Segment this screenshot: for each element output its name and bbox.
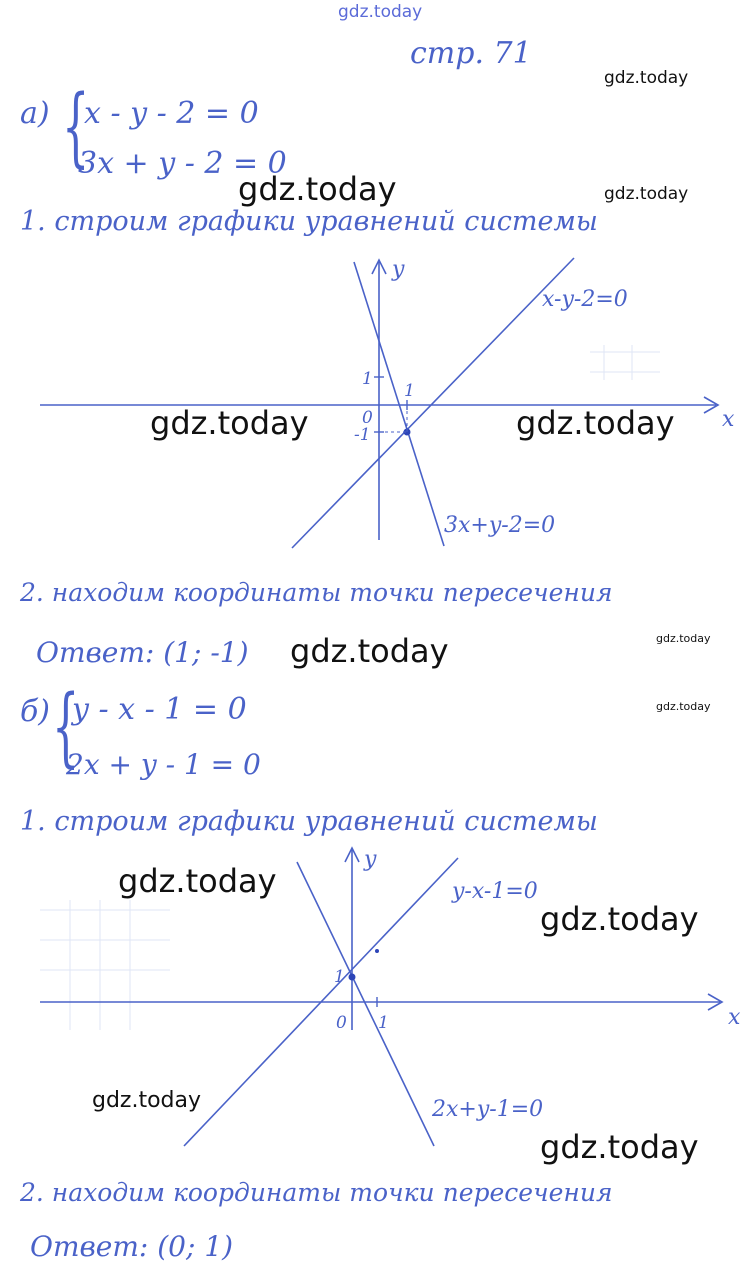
tick-x-1-label: 1: [378, 1013, 389, 1033]
origin-label: 0: [336, 1013, 347, 1033]
watermark: gdz.today: [540, 900, 699, 938]
faint-grid: [590, 345, 660, 380]
axis-x-label: x: [728, 1005, 741, 1030]
watermark: gdz.today: [150, 404, 309, 442]
part-a-marker: а): [20, 96, 50, 131]
part-a-answer: Ответ: (1; -1): [36, 636, 249, 669]
part-b-marker: б): [20, 694, 51, 729]
watermark: gdz.today: [290, 632, 449, 670]
line1-label: y-x-1=0: [452, 879, 538, 904]
line2-label: 2x+y-1=0: [432, 1097, 544, 1122]
intersection-point: [349, 974, 356, 981]
part-b-answer: Ответ: (0; 1): [30, 1230, 234, 1263]
part-a-step-2: 2. находим координаты точки пересечения: [20, 578, 613, 607]
part-a-step-1: 1. строим графики уравнений системы: [20, 206, 598, 237]
watermark: gdz.today: [604, 68, 689, 88]
part-a-equation-1: x - y - 2 = 0: [84, 96, 259, 131]
tick-y-1-label: 1: [334, 967, 345, 987]
watermark: gdz.today: [656, 700, 711, 713]
part-b-equation-1: y - x - 1 = 0: [72, 692, 247, 727]
watermark: gdz.today: [656, 632, 711, 645]
tick-y-neg1-label: -1: [354, 425, 371, 445]
part-b-step-1: 1. строим графики уравнений системы: [20, 806, 598, 837]
faint-grid: [40, 900, 170, 1030]
page-reference: стр. 71: [410, 36, 532, 71]
watermark: gdz.today: [118, 862, 277, 900]
part-a-equation-2: 3x + y - 2 = 0: [78, 146, 287, 181]
part-b-system-brace: {: [52, 677, 80, 777]
watermark: gdz.today: [516, 404, 675, 442]
line-x-minus-y-minus-2: [292, 258, 574, 548]
origin-label: 0: [362, 408, 373, 428]
tick-y-1-label: 1: [362, 369, 373, 389]
axis-x-label: x: [722, 407, 735, 432]
top-watermark: gdz.today: [338, 2, 423, 22]
watermark: gdz.today: [604, 184, 689, 204]
watermark: gdz.today: [92, 1088, 202, 1113]
axis-y-label: y: [364, 847, 377, 872]
watermark: gdz.today: [238, 170, 397, 208]
part-b-equation-2: 2x + y - 1 = 0: [66, 748, 261, 781]
line-3x-plus-y-minus-2: [354, 262, 444, 546]
tick-x-1-label: 1: [404, 381, 415, 401]
part-a-system-brace: {: [62, 77, 90, 177]
axis-y-label: y: [392, 257, 405, 282]
helper-point: [375, 949, 379, 953]
line2-label: 3x+y-2=0: [444, 513, 556, 538]
line1-label: x-y-2=0: [542, 287, 628, 312]
watermark: gdz.today: [540, 1128, 699, 1166]
part-b-step-2: 2. находим координаты точки пересечения: [20, 1178, 613, 1207]
